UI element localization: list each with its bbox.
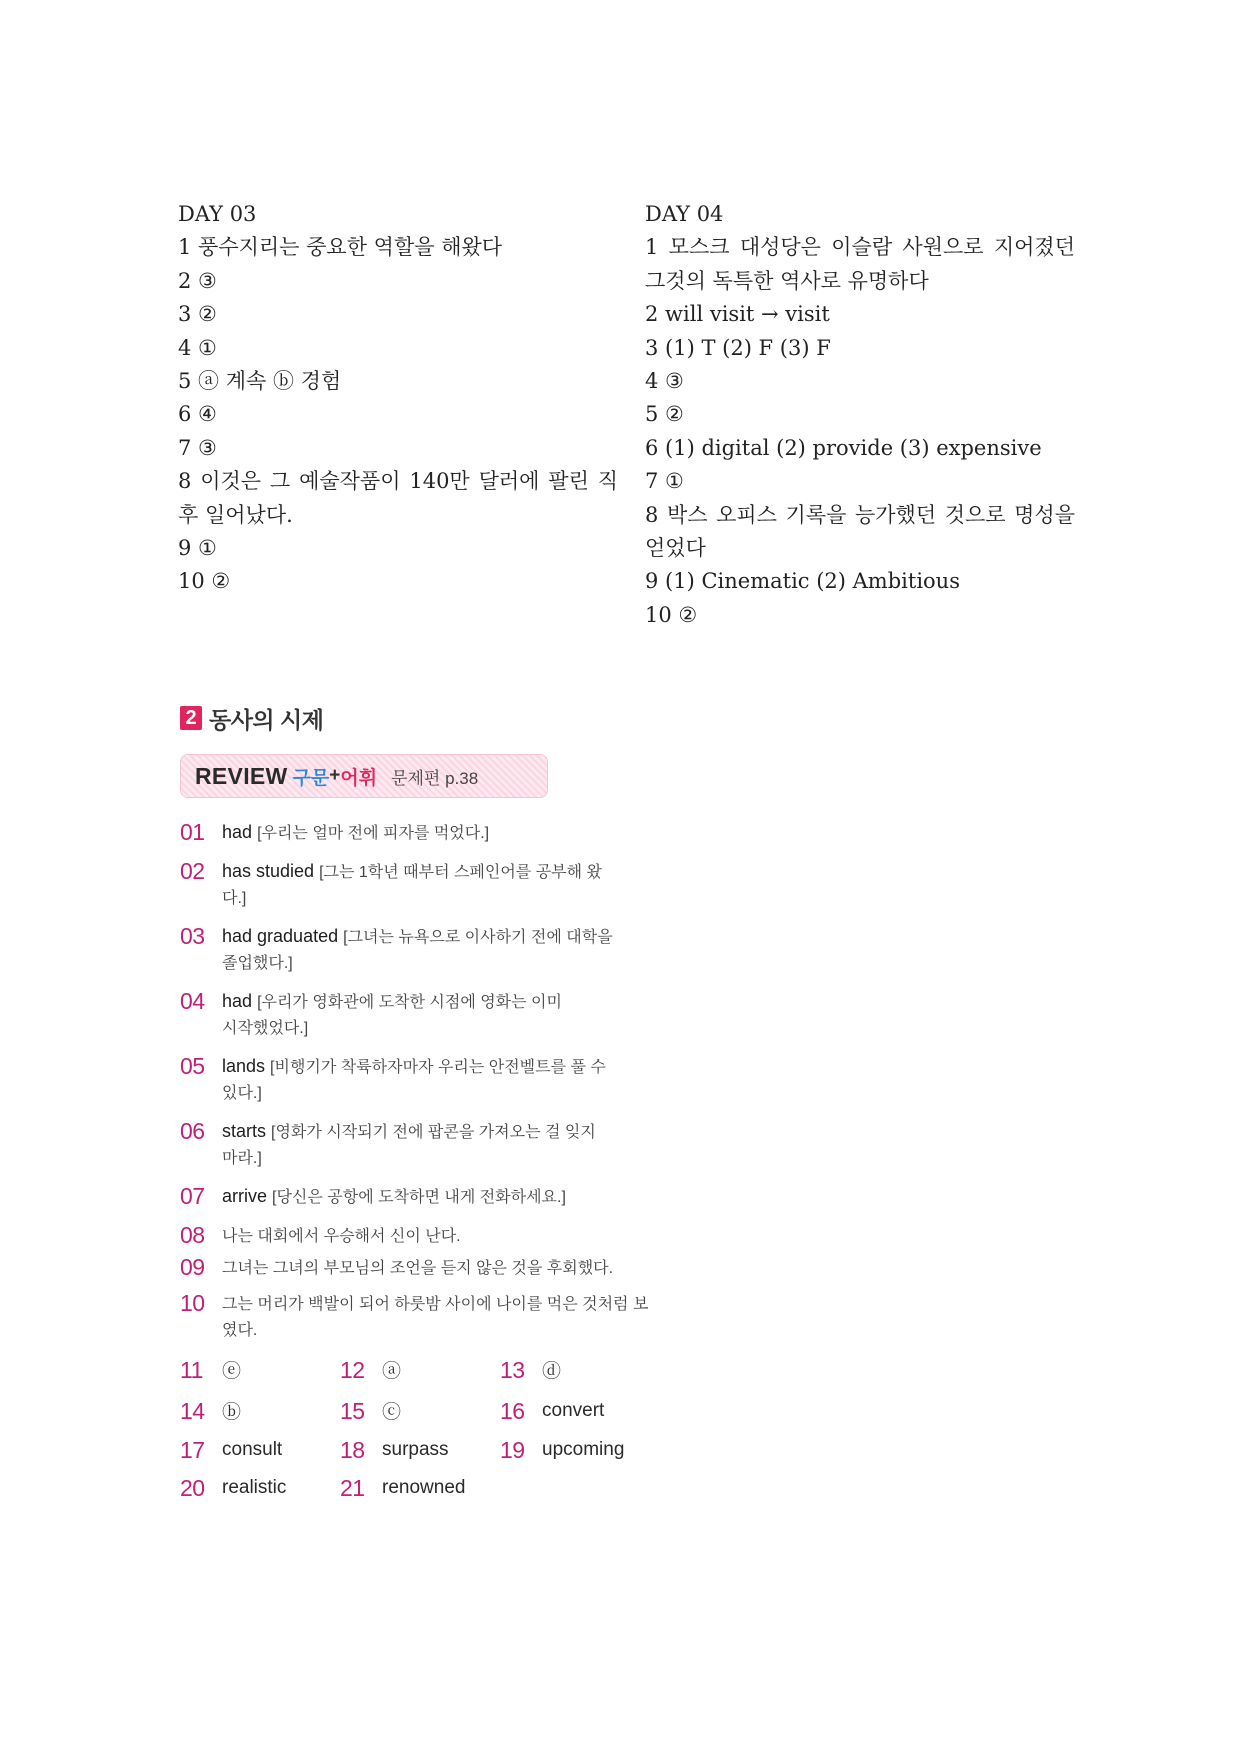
review-item bbox=[180, 924, 700, 976]
review-section bbox=[180, 700, 700, 1500]
review-item-list bbox=[180, 820, 700, 1343]
item-answer: consult bbox=[222, 1439, 283, 1460]
review-item bbox=[180, 1223, 700, 1249]
item-translation: 그녀는 그녀의 부모님의 조언을 듣지 않은 것을 후회했다. bbox=[222, 1260, 614, 1277]
day03-answer-7: 7 ③ bbox=[178, 435, 217, 460]
banner-page-ref: 문제편 p.38 bbox=[391, 768, 479, 788]
day03-answer-6: 6 ④ bbox=[178, 402, 217, 427]
grid-item bbox=[340, 1356, 500, 1383]
grid-item bbox=[500, 1397, 660, 1424]
review-item bbox=[180, 820, 700, 846]
item-number: 04 bbox=[180, 988, 205, 1014]
item-number: 14 bbox=[180, 1397, 205, 1424]
grid-item bbox=[500, 1438, 660, 1462]
item-number: 15 bbox=[340, 1397, 365, 1424]
grid-item bbox=[180, 1397, 340, 1424]
banner-review-label: REVIEW bbox=[195, 762, 288, 789]
day04-answer-8: 8 박스 오피스 기록을 능가했던 것으로 명성을 얻었다 bbox=[645, 502, 1075, 561]
item-answer: upcoming bbox=[542, 1439, 625, 1460]
item-answer: ⓒ bbox=[382, 1402, 402, 1423]
item-number: 20 bbox=[180, 1475, 205, 1501]
item-translation: [영화가 시작되기 전에 팝콘을 가져오는 걸 잊지 마라.] bbox=[222, 1124, 596, 1167]
item-answer: arrive bbox=[222, 1186, 268, 1206]
item-number: 19 bbox=[500, 1437, 525, 1463]
review-item bbox=[180, 859, 700, 911]
day03-title: DAY 03 bbox=[178, 202, 257, 226]
review-item bbox=[180, 1291, 700, 1343]
item-number: 16 bbox=[500, 1397, 525, 1424]
banner-plus-sign: + bbox=[329, 765, 341, 786]
grid-item bbox=[340, 1397, 500, 1424]
item-number: 09 bbox=[180, 1254, 205, 1280]
item-number: 12 bbox=[340, 1356, 365, 1383]
banner-syntax-label: 구문 bbox=[292, 767, 330, 789]
day04-column bbox=[645, 198, 1075, 632]
item-number: 13 bbox=[500, 1356, 525, 1383]
item-answer: starts bbox=[222, 1121, 267, 1141]
day03-answer-10: 10 ② bbox=[178, 569, 231, 594]
day04-answer-3: 3 (1) T (2) F (3) F bbox=[645, 335, 831, 360]
item-number: 02 bbox=[180, 858, 205, 884]
item-number: 11 bbox=[180, 1356, 203, 1383]
item-translation: [우리가 영화관에 도착한 시점에 영화는 이미 시작했었다.] bbox=[222, 994, 562, 1037]
banner-vocab-label: 어휘 bbox=[340, 767, 378, 789]
review-item bbox=[180, 1184, 700, 1210]
item-translation: [당신은 공항에 도착하면 내게 전화하세요.] bbox=[272, 1189, 566, 1206]
section-header bbox=[180, 700, 700, 736]
item-answer: surpass bbox=[382, 1439, 449, 1460]
item-answer: renowned bbox=[382, 1477, 466, 1498]
day03-answer-8: 8 이것은 그 예술작품이 140만 달러에 팔린 직후 일어났다. bbox=[178, 469, 618, 527]
item-translation: [비행기가 착륙하자마자 우리는 안전벨트를 풀 수 있다.] bbox=[222, 1059, 606, 1102]
grid-item bbox=[500, 1356, 660, 1383]
item-answer: realistic bbox=[222, 1477, 287, 1498]
review-banner bbox=[180, 754, 548, 798]
day03-answer-9: 9 ① bbox=[178, 536, 217, 561]
item-number: 10 bbox=[180, 1290, 205, 1316]
day03-answer-1: 1 풍수지리는 중요한 역할을 해왔다 bbox=[178, 235, 503, 260]
grid-item bbox=[180, 1476, 340, 1500]
grid-item bbox=[340, 1476, 500, 1500]
day04-answer-9: 9 (1) Cinematic (2) Ambitious bbox=[645, 569, 960, 594]
item-translation: [그녀는 뉴욕으로 이사하기 전에 대학을 졸업했다.] bbox=[222, 929, 613, 972]
item-number: 07 bbox=[180, 1183, 205, 1209]
item-answer: ⓓ bbox=[542, 1361, 562, 1382]
grid-item bbox=[180, 1356, 340, 1383]
day04-answer-6: 6 (1) digital (2) provide (3) expensive bbox=[645, 435, 1042, 460]
item-answer: had bbox=[222, 991, 253, 1011]
review-item bbox=[180, 989, 700, 1041]
item-translation: [우리는 얼마 전에 피자를 먹었다.] bbox=[257, 825, 490, 842]
item-number: 18 bbox=[340, 1437, 365, 1463]
day03-answer-3: 3 ② bbox=[178, 302, 217, 327]
day03-answer-4: 4 ① bbox=[178, 335, 217, 360]
day03-answer-5: 5 ⓐ 계속 ⓑ 경험 bbox=[178, 369, 342, 394]
day04-answer-10: 10 ② bbox=[645, 602, 698, 627]
day04-title: DAY 04 bbox=[645, 202, 724, 226]
item-translation: 나는 대회에서 우승해서 신이 난다. bbox=[222, 1228, 461, 1245]
item-answer: ⓑ bbox=[222, 1402, 242, 1423]
vocab-answer-grid bbox=[180, 1356, 700, 1500]
grid-item bbox=[180, 1438, 340, 1462]
item-translation: [그는 1학년 때부터 스페인어를 공부해 왔다.] bbox=[222, 864, 602, 907]
day04-answer-2: 2 will visit → visit bbox=[645, 302, 830, 327]
item-translation: 그는 머리가 백발이 되어 하룻밤 사이에 나이를 먹은 것처럼 보였다. bbox=[222, 1296, 649, 1339]
day04-answer-1: 1 모스크 대성당은 이슬람 사원으로 지어졌던 그것의 독특한 역사로 유명하다 bbox=[645, 235, 1075, 293]
item-answer: had bbox=[222, 822, 253, 842]
day04-answer-4: 4 ③ bbox=[645, 369, 684, 394]
item-answer: lands bbox=[222, 1056, 266, 1076]
item-answer: had graduated bbox=[222, 926, 339, 946]
item-number: 05 bbox=[180, 1053, 205, 1079]
item-number: 06 bbox=[180, 1118, 205, 1144]
item-number: 21 bbox=[340, 1475, 365, 1501]
review-item bbox=[180, 1054, 700, 1106]
item-number: 17 bbox=[180, 1437, 205, 1463]
review-item bbox=[180, 1255, 700, 1281]
section-number-badge: 2 bbox=[180, 706, 202, 730]
day03-column bbox=[178, 198, 618, 599]
item-number: 01 bbox=[180, 819, 205, 845]
item-answer: has studied bbox=[222, 861, 315, 881]
item-answer: ⓔ bbox=[222, 1361, 242, 1382]
section-title: 동사의 시제 bbox=[209, 706, 324, 733]
review-item bbox=[180, 1119, 700, 1171]
day03-answer-2: 2 ③ bbox=[178, 268, 217, 293]
item-number: 08 bbox=[180, 1222, 205, 1248]
item-answer: ⓐ bbox=[382, 1361, 402, 1382]
item-number: 03 bbox=[180, 923, 205, 949]
day04-answer-5: 5 ② bbox=[645, 402, 684, 427]
day04-answer-7: 7 ① bbox=[645, 469, 684, 494]
grid-item bbox=[340, 1438, 500, 1462]
item-answer: convert bbox=[542, 1399, 605, 1421]
